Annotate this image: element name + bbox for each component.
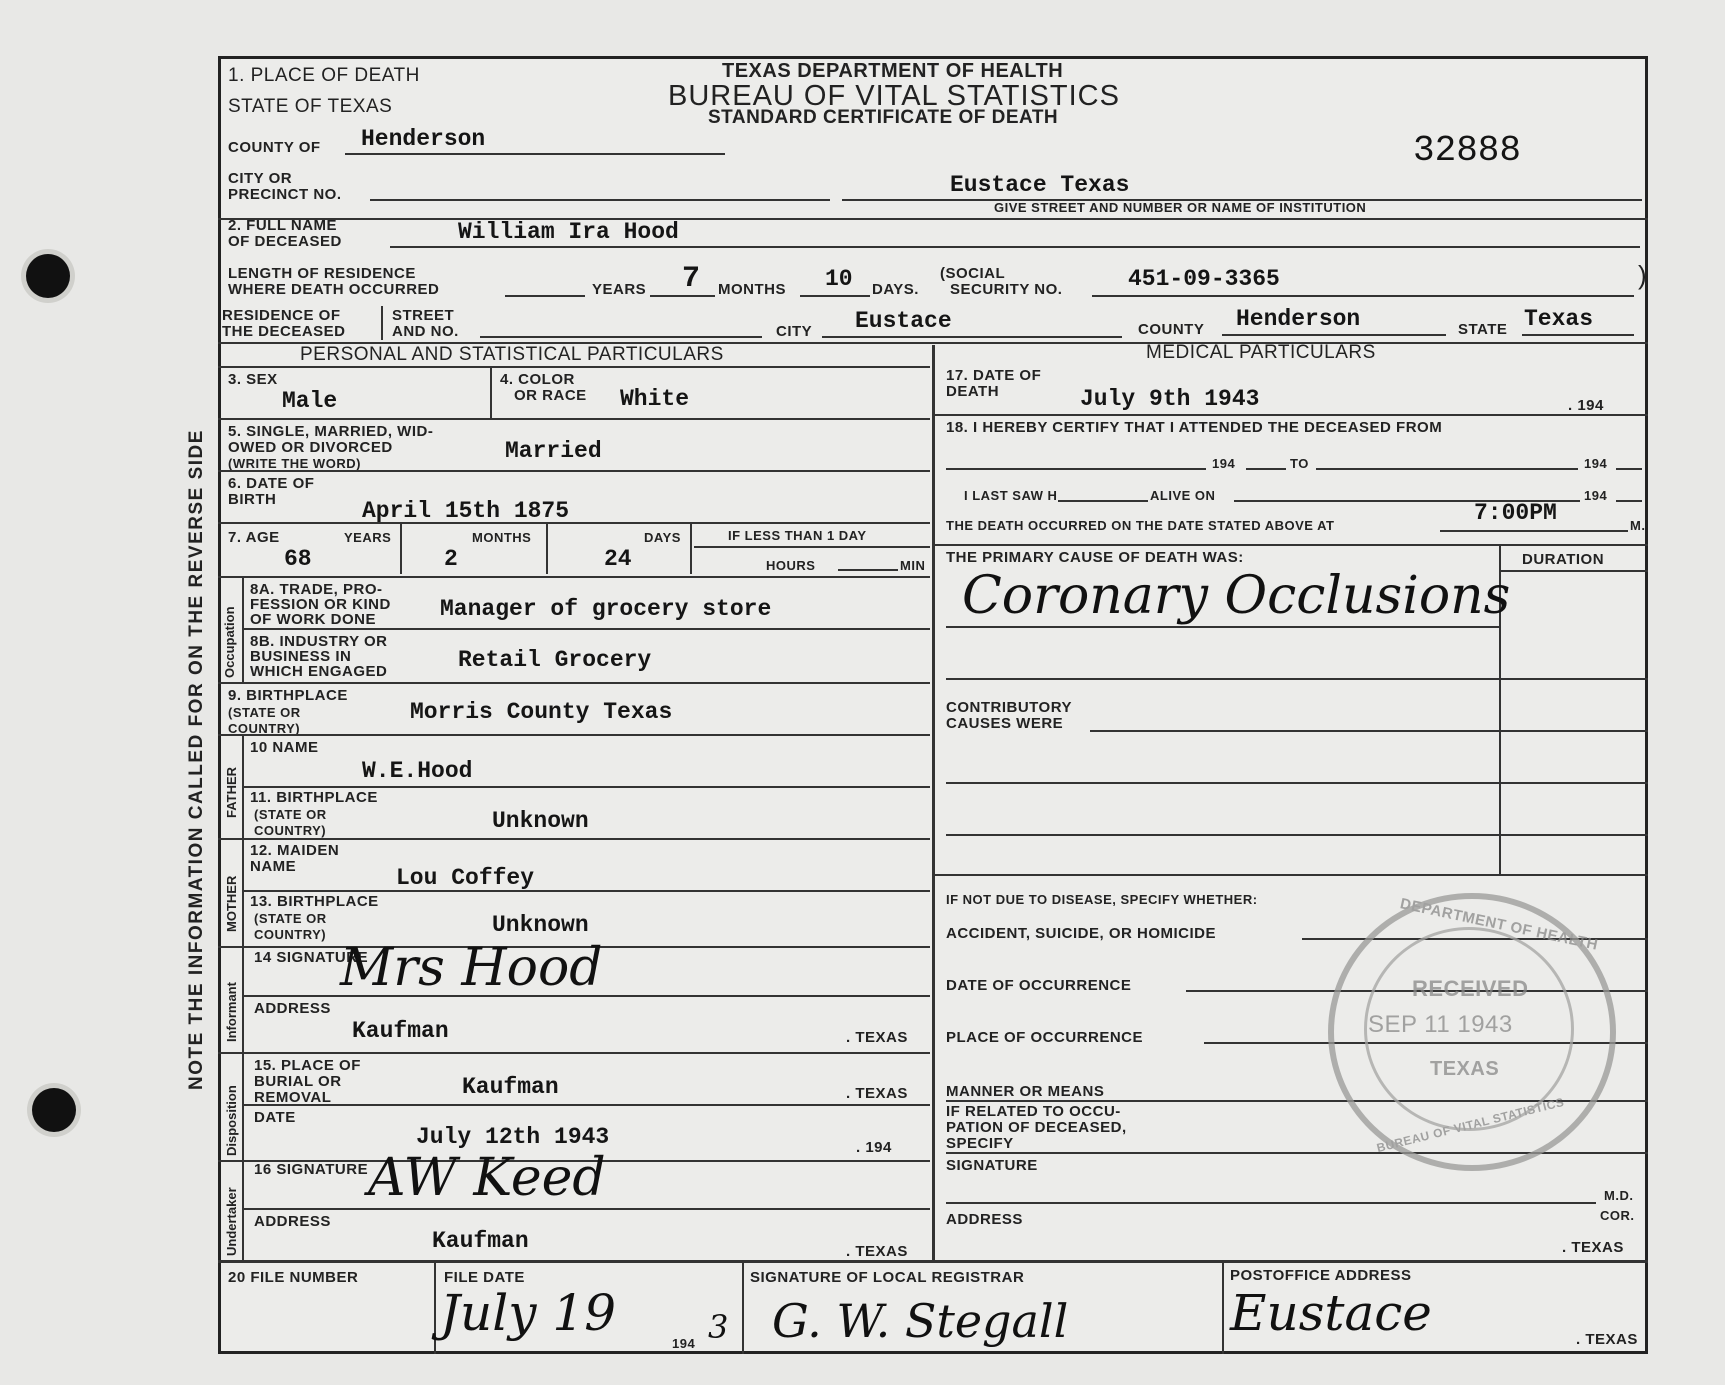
county-value: Henderson bbox=[361, 126, 486, 152]
color-label-1: 4. COLOR bbox=[500, 371, 575, 388]
certify-to: TO bbox=[1290, 456, 1309, 471]
county-of-label: COUNTY OF bbox=[228, 139, 321, 156]
stamp-state-text: TEXAS bbox=[1430, 1058, 1500, 1080]
undertaker-sig-label: 16 SIGNATURE bbox=[254, 1161, 369, 1178]
residence-city-value: Eustace bbox=[855, 308, 952, 334]
duration-label: DURATION bbox=[1522, 551, 1605, 568]
not-due-label: IF NOT DUE TO DISEASE, SPECIFY WHETHER: bbox=[946, 892, 1258, 907]
age-months-value: 2 bbox=[444, 546, 458, 572]
disposition-side-label: Disposition bbox=[224, 1085, 239, 1156]
marital-value: Married bbox=[505, 438, 602, 464]
industry-label-1: 8B. INDUSTRY OR bbox=[250, 633, 388, 650]
header-cert: STANDARD CERTIFICATE OF DEATH bbox=[708, 107, 1059, 128]
last-saw-label: I LAST SAW H bbox=[964, 488, 1058, 503]
trade-label-1: 8A. TRADE, PRO- bbox=[250, 581, 383, 598]
street-label-1: STREET bbox=[392, 307, 455, 324]
last-saw-194: 194 bbox=[1584, 488, 1608, 503]
age-days-label: DAYS bbox=[644, 530, 681, 545]
place-of-death-label: 1. PLACE OF DEATH bbox=[228, 65, 420, 86]
city-label: CITY bbox=[776, 323, 813, 340]
mother-bp-label-3: COUNTRY) bbox=[254, 927, 327, 942]
hours-label: HOURS bbox=[766, 558, 816, 573]
residence-state-value: Texas bbox=[1524, 306, 1594, 332]
certify-194a: 194 bbox=[1212, 456, 1236, 471]
dob-label-1: 6. DATE OF bbox=[228, 475, 315, 492]
father-name-value: W.E.Hood bbox=[362, 758, 473, 784]
registrar-label: SIGNATURE OF LOCAL REGISTRAR bbox=[750, 1269, 1025, 1286]
mother-bp-label-1: 13. BIRTHPLACE bbox=[250, 893, 379, 910]
father-name-label: 10 NAME bbox=[250, 739, 319, 756]
accident-label: ACCIDENT, SUICIDE, OR HOMICIDE bbox=[946, 925, 1217, 942]
dod-value: July 9th 1943 bbox=[1080, 386, 1260, 412]
dod-label-2: DEATH bbox=[946, 383, 1000, 400]
length-label-2: WHERE DEATH OCCURRED bbox=[228, 281, 440, 298]
give-street-label: GIVE STREET AND NUMBER OR NAME OF INSTITUTION bbox=[994, 200, 1367, 215]
precinct-label: PRECINCT NO. bbox=[228, 186, 342, 203]
trade-label-3: OF WORK DONE bbox=[250, 611, 376, 628]
burial-place-value: Kaufman bbox=[462, 1074, 559, 1100]
stamp-date-text: SEP 11 1943 bbox=[1368, 1011, 1513, 1038]
residence-months-value: 7 bbox=[682, 262, 701, 296]
age-label: 7. AGE bbox=[228, 529, 280, 546]
certificate-number: 32888 bbox=[1413, 130, 1522, 171]
state-label: STATE bbox=[1458, 321, 1508, 338]
header-dept: TEXAS DEPARTMENT OF HEALTH bbox=[722, 60, 1064, 82]
related-label-3: SPECIFY bbox=[946, 1135, 1014, 1152]
death-occurred-label: THE DEATH OCCURRED ON THE DATE STATED ABOVE AT bbox=[946, 518, 1335, 533]
file-date-value: July 19 bbox=[440, 1284, 617, 1342]
place-occurrence-label: PLACE OF OCCURRENCE bbox=[946, 1029, 1144, 1046]
mother-bp-value: Unknown bbox=[492, 912, 589, 938]
birthplace-label-3: COUNTRY) bbox=[228, 721, 301, 736]
date-occurrence-label: DATE OF OCCURRENCE bbox=[946, 977, 1132, 994]
father-bp-label-3: COUNTRY) bbox=[254, 823, 327, 838]
related-label-1: IF RELATED TO OCCU- bbox=[946, 1103, 1121, 1120]
mother-maiden-label-1: 12. MAIDEN bbox=[250, 842, 340, 859]
certify-label: 18. I HEREBY CERTIFY THAT I ATTENDED THE DECEASED FROM bbox=[946, 419, 1443, 436]
dod-label-1: 17. DATE OF bbox=[946, 367, 1042, 384]
undertaker-side-label: Undertaker bbox=[224, 1187, 239, 1256]
burial-194-label: . 194 bbox=[856, 1139, 892, 1156]
contributory-label-1: CONTRIBUTORY bbox=[946, 699, 1072, 716]
postoffice-label: POSTOFFICE ADDRESS bbox=[1230, 1267, 1412, 1284]
dod-194-label: . 194 bbox=[1568, 397, 1604, 414]
marital-label-2: OWED OR DIVORCED bbox=[228, 439, 393, 456]
industry-value: Retail Grocery bbox=[458, 647, 652, 673]
mother-maiden-value: Lou Coffey bbox=[396, 865, 535, 891]
alive-on-label: ALIVE ON bbox=[1150, 488, 1216, 503]
sex-value: Male bbox=[282, 388, 338, 414]
race-value: White bbox=[620, 386, 690, 412]
mother-side-label: MOTHER bbox=[224, 875, 239, 932]
md-label: M.D. bbox=[1604, 1188, 1634, 1203]
burial-label-2: BURIAL OR bbox=[254, 1073, 342, 1090]
residence-days-value: 10 bbox=[825, 266, 853, 292]
informant-address-value: Kaufman bbox=[352, 1018, 449, 1044]
months-label: MONTHS bbox=[718, 281, 786, 298]
punch-hole-bottom bbox=[32, 1088, 76, 1132]
undertaker-texas-label: . TEXAS bbox=[846, 1243, 908, 1260]
mother-maiden-label-2: NAME bbox=[250, 858, 297, 875]
burial-date-value: July 12th 1943 bbox=[416, 1124, 610, 1150]
cor-label: COR. bbox=[1600, 1208, 1635, 1223]
age-years-value: 68 bbox=[284, 546, 312, 572]
marital-label-1: 5. SINGLE, MARRIED, WID- bbox=[228, 423, 434, 440]
burial-texas-label: . TEXAS bbox=[846, 1085, 908, 1102]
full-name-value: William Ira Hood bbox=[458, 219, 679, 245]
medical-texas-label: . TEXAS bbox=[1562, 1239, 1624, 1256]
informant-signature: Mrs Hood bbox=[340, 938, 603, 998]
age-years-label: YEARS bbox=[344, 530, 392, 545]
medical-signature-label: SIGNATURE bbox=[946, 1157, 1038, 1174]
stamp-received-text: RECEIVED bbox=[1412, 976, 1529, 1001]
state-of-texas-label: STATE OF TEXAS bbox=[228, 96, 393, 117]
occupation-side-label: Occupation bbox=[222, 606, 237, 678]
undertaker-signature: AW Keed bbox=[368, 1148, 606, 1208]
burial-date-label: DATE bbox=[254, 1109, 296, 1126]
dob-label-2: BIRTH bbox=[228, 491, 277, 508]
file-date-label: FILE DATE bbox=[444, 1269, 525, 1286]
residence-label-1: RESIDENCE OF bbox=[222, 307, 341, 324]
stamp-top-text: DEPARTMENT OF HEALTH bbox=[1398, 895, 1600, 954]
residence-county-value: Henderson bbox=[1236, 306, 1361, 332]
industry-label-3: WHICH ENGAGED bbox=[250, 663, 388, 680]
social-label-2: SECURITY NO. bbox=[950, 281, 1063, 298]
father-bp-label-2: (STATE OR bbox=[254, 807, 327, 822]
industry-label-2: BUSINESS IN bbox=[250, 648, 352, 665]
trade-label-2: FESSION OR KIND bbox=[250, 596, 391, 613]
burial-label-3: REMOVAL bbox=[254, 1089, 332, 1106]
primary-cause-label: THE PRIMARY CAUSE OF DEATH WAS: bbox=[946, 549, 1244, 566]
related-label-2: PATION OF DECEASED, bbox=[946, 1119, 1127, 1136]
social-label-1: (SOCIAL bbox=[940, 265, 1006, 282]
full-name-label-2: OF DECEASED bbox=[228, 233, 342, 250]
days-label: DAYS. bbox=[872, 281, 919, 298]
cause-of-death: Coronary Occlusions bbox=[962, 566, 1511, 626]
age-days-value: 24 bbox=[604, 546, 632, 572]
certify-194b: 194 bbox=[1584, 456, 1608, 471]
min-label: MIN bbox=[900, 558, 926, 573]
years-label: YEARS bbox=[592, 281, 647, 298]
father-side-label: FATHER bbox=[224, 766, 239, 818]
residence-label-2: THE DECEASED bbox=[222, 323, 346, 340]
registrar-signature: G. W. Stegall bbox=[772, 1294, 1069, 1348]
stamp-bottom-text: BUREAU OF VITAL STATISTICS bbox=[1375, 1094, 1566, 1156]
informant-texas-label: . TEXAS bbox=[846, 1029, 908, 1046]
ssn-value: 451-09-3365 bbox=[1128, 266, 1280, 292]
less-than-day-label: IF LESS THAN 1 DAY bbox=[728, 528, 867, 543]
age-months-label: MONTHS bbox=[472, 530, 532, 545]
institution-value: Eustace Texas bbox=[950, 172, 1130, 198]
punch-hole-top bbox=[26, 254, 70, 298]
street-label-2: AND NO. bbox=[392, 323, 459, 340]
header-bureau: BUREAU OF VITAL STATISTICS bbox=[668, 80, 1120, 112]
county-label: COUNTY bbox=[1138, 321, 1205, 338]
mother-bp-label-2: (STATE OR bbox=[254, 911, 327, 926]
manner-label: MANNER OR MEANS bbox=[946, 1083, 1105, 1100]
file-number-label: 20 FILE NUMBER bbox=[228, 1269, 359, 1286]
postoffice-texas-label: . TEXAS bbox=[1576, 1331, 1638, 1348]
full-name-label-1: 2. FULL NAME bbox=[228, 217, 338, 234]
file-194-label: 194 bbox=[672, 1336, 696, 1351]
father-bp-label-1: 11. BIRTHPLACE bbox=[250, 789, 378, 806]
file-year-digit: 3 bbox=[708, 1308, 729, 1346]
birthplace-label-1: 9. BIRTHPLACE bbox=[228, 687, 348, 704]
ssn-close-paren: ) bbox=[1638, 260, 1648, 290]
burial-label-1: 15. PLACE OF bbox=[254, 1057, 361, 1074]
undertaker-address-value: Kaufman bbox=[432, 1228, 529, 1254]
trade-value: Manager of grocery store bbox=[440, 596, 772, 622]
marital-label-3: (WRITE THE WORD) bbox=[228, 456, 361, 471]
sex-label: 3. SEX bbox=[228, 371, 278, 388]
medical-header: MEDICAL PARTICULARS bbox=[1146, 342, 1376, 363]
birthplace-value: Morris County Texas bbox=[410, 699, 673, 725]
city-or-label: CITY OR bbox=[228, 170, 293, 187]
color-label-2: OR RACE bbox=[514, 387, 587, 404]
contributory-label-2: CAUSES WERE bbox=[946, 715, 1064, 732]
received-stamp bbox=[1328, 893, 1616, 1171]
side-note: NOTE THE INFORMATION CALLED FOR ON THE REVERSE SIDE bbox=[186, 429, 207, 1090]
medical-address-label: ADDRESS bbox=[946, 1211, 1023, 1228]
father-bp-value: Unknown bbox=[492, 808, 589, 834]
dob-value: April 15th 1875 bbox=[362, 498, 570, 524]
undertaker-address-label: ADDRESS bbox=[254, 1213, 331, 1230]
informant-side-label: Informant bbox=[224, 982, 239, 1042]
length-label-1: LENGTH OF RESIDENCE bbox=[228, 265, 416, 282]
personal-header: PERSONAL AND STATISTICAL PARTICULARS bbox=[300, 344, 724, 365]
postoffice-value: Eustace bbox=[1230, 1284, 1432, 1342]
birthplace-label-2: (STATE OR bbox=[228, 705, 301, 720]
time-value: 7:00PM bbox=[1474, 500, 1557, 526]
m-label: M. bbox=[1630, 518, 1646, 533]
informant-sig-label: 14 SIGNATURE bbox=[254, 949, 369, 966]
informant-address-label: ADDRESS bbox=[254, 1000, 331, 1017]
